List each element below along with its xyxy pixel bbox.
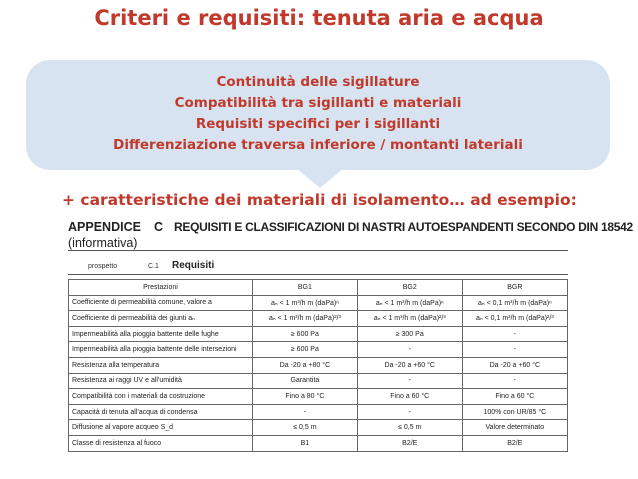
table-row [69,311,568,327]
callout-line: Continuità delle sigillature [216,74,420,90]
table-row [69,435,568,451]
cell-bgr: Valore determinato [462,420,567,436]
appendix-informative: (informativa) [68,236,138,250]
cell-bg2: ≤ 0,5 m [357,420,462,436]
divider [68,274,568,275]
cell-bg1: - [252,404,357,420]
cell-bgr: aₙ < 0,1 m³/h m (daPa)²/³ [462,311,567,327]
subtitle: + caratteristiche dei materiali di isolamento… ad esempio: [62,191,577,209]
cell-prestazione: Diffusione al vapore acqueo S_d [69,420,253,436]
prospetto-label: prospetto [88,263,118,270]
cell-bg2: - [357,404,462,420]
divider [68,250,568,251]
cell-bg2: Fino a 60 °C [357,389,462,405]
cell-bg2: aₙ < 1 m³/h m (daPa)²/³ [357,311,462,327]
cell-bg1: Da -20 a +80 °C [252,357,357,373]
cell-bg2: B2/E [357,435,462,451]
callout-line: Compatibilità tra sigillanti e materiali [174,95,462,111]
cell-prestazione: Classe di resistenza al fuoco [69,435,253,451]
cell-bg1: Fino a 80 °C [252,389,357,405]
header-bg2: BG2 [357,280,462,296]
cell-bgr: - [462,373,567,389]
cell-prestazione: Compatibilità con i materiali da costruzione [69,389,253,405]
callout-line: Requisiti specifici per i sigillanti [195,116,441,132]
cell-bg1: Garantita [252,373,357,389]
table-row [69,326,568,342]
section-title: Requisiti [172,260,215,271]
cell-prestazione: Impermeabilità alla pioggia battente delle fughe [69,326,253,342]
cell-prestazione: Impermeabilità alla pioggia battente delle intersezioni [69,342,253,358]
header-bg1: BG1 [252,280,357,296]
callout-text [26,72,610,156]
cell-bg2: ≥ 300 Pa [357,326,462,342]
cell-bgr: B2/E [462,435,567,451]
cell-bgr: Da -20 a +60 °C [462,357,567,373]
table-header-row [69,280,568,296]
cell-bgr: aₙ < 0,1 m³/h m (daPa)ⁿ [462,295,567,311]
table-row [69,357,568,373]
table-row [69,295,568,311]
cell-bg1: ≥ 600 Pa [252,326,357,342]
cell-bg1: aₙ < 1 m³/h m (daPa)ⁿ [252,295,357,311]
cell-bg2: Da -20 a +60 °C [357,357,462,373]
appendix-title: APPENDICE [68,220,141,234]
cell-prestazione: Capacità di tenuta all'acqua di condensa [69,404,253,420]
appendix-letter: C [154,220,164,234]
cell-prestazione: Resistenza ai raggi UV e all'umidità [69,373,253,389]
cell-bgr: - [462,326,567,342]
cell-bgr: 100% con UR/85 °C [462,404,567,420]
cell-bg1: ≥ 600 Pa [252,342,357,358]
header-prestazioni: Prestazioni [69,280,253,296]
table-row [69,404,568,420]
cell-prestazione: Coefficiente di permeabilità comune, valore a [69,295,253,311]
cell-bg1: ≤ 0,5 m [252,420,357,436]
callout-tail [296,168,344,188]
requirements-table [68,279,568,452]
table-row [69,420,568,436]
slide-title: Criteri e requisiti: tenuta aria e acqua [94,6,544,30]
prospetto-code: C.1 [148,263,159,270]
cell-prestazione: Coefficiente di permeabilità dei giunti aₙ [69,311,253,327]
table-row [69,342,568,358]
callout-line: Differenziazione traversa inferiore / montanti lateriali [113,137,523,153]
cell-bg2: - [357,342,462,358]
cell-prestazione: Resistenza alla temperatura [69,357,253,373]
cell-bg1: aₙ < 1 m³/h m (daPa)²/³ [252,311,357,327]
appendix-heading: REQUISITI E CLASSIFICAZIONI DI NASTRI AUTOESPANDENTI SECONDO DIN 18542 [174,220,633,234]
cell-bgr: - [462,342,567,358]
cell-bg2: - [357,373,462,389]
table-row [69,389,568,405]
table-row [69,373,568,389]
cell-bg1: B1 [252,435,357,451]
cell-bgr: Fino a 60 °C [462,389,567,405]
header-bgr: BGR [462,280,567,296]
cell-bg2: aₙ < 1 m³/h m (daPa)ⁿ [357,295,462,311]
